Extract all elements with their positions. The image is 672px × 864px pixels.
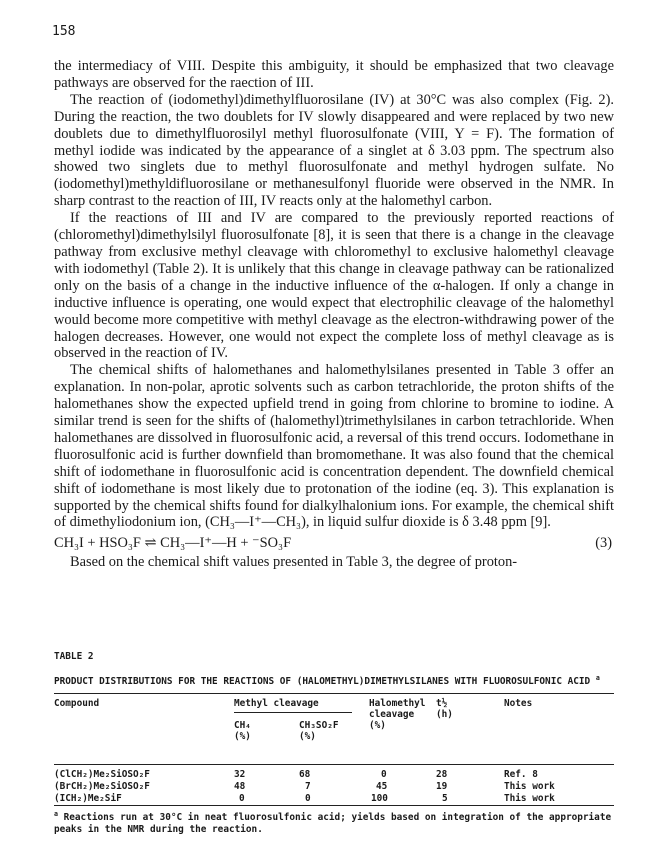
cell-compound: (ICH₂)Me₂SiF [54,793,122,804]
table-row [54,793,614,805]
table-caption-text: PRODUCT DISTRIBUTIONS FOR THE REACTIONS OF (HALOMETHYL)DIMETHYLSILANES WITH FLUOROSULFONIC ACID [54,676,591,687]
cell-ch3so2f: 68 [299,769,311,780]
table-header [54,694,614,764]
footnote-mark: a [54,809,58,818]
table-row [54,769,614,781]
header-halomethyl: Halomethyl [369,698,426,709]
paragraph-4: The chemical shifts of halomethanes and halomethylsilanes presented in Table 3 offer an explanation. In non-polar, aprotic solvents such as carbon tetrachloride, the proton shifts of the halomethanes show the expected upfield trend in going from chlorine to bromine to iodine. A similar trend is seen for the shifts of (halomethyl)trimethylsilanes in carbon tetrachloride. When halomethanes are dissolved in fluorosulfonic acid, a reversal of this trend occurs. Iodomethane in fluorosulfonic acid is further downfield than bromomethane. It was also found that the chemical shift of iodomethane in fluorosulfonic acid is concentration dependent. The downfield chemical shift of iodomethane is most likely due to protonation of the iodine (eq. 3). This explanation is supported by the chemical shifts found for dialkylhalonium ions. For example, the chemical shift of dimethyliodonium ion, (CH₃—I⁺—CH₃), in liquid sulfur dioxide is δ 3.48 ppm [9]. [54,362,614,531]
table-caption [54,673,614,687]
methyl-cleavage-rule [234,712,352,713]
equation-text: CH₃I + HSO₃F ⇌ CH₃—I⁺—H + ⁻SO₃F [54,535,292,552]
header-ch4-unit: (%) [234,731,251,742]
header-ch3so2f-unit: (%) [299,731,316,742]
equation-3 [54,535,614,552]
header-half-life-unit: (h) [436,709,453,720]
cell-ch4: 32 [234,769,246,780]
footnote-text: Reactions run at 30°C in neat fluorosulfonic acid; yields based on integration of the appropriate peaks in the NMR during the reaction. [54,812,612,835]
header-methyl-cleavage: Methyl cleavage [234,698,319,709]
cell-notes: This work [504,781,555,792]
cell-notes: This work [504,793,555,804]
header-half-life: t½ [436,698,448,709]
table-label: TABLE 2 [54,651,94,662]
table-row [54,781,614,793]
header-notes: Notes [504,698,533,709]
cell-ch3so2f: 0 [305,793,311,804]
cell-compound: (ClCH₂)Me₂SiOSO₂F [54,769,150,780]
cell-compound: (BrCH₂)Me₂SiOSO₂F [54,781,150,792]
header-halomethyl-unit: (%) [369,720,386,731]
paragraph-2: The reaction of (iodomethyl)dimethylfluorosilane (IV) at 30°C was also complex (Fig. 2). During the reaction, the two doublets for IV slowly disappeared and were replaced by two new doublets due to dimethylfluorosilyl methyl fluorosulfonate (VIII, Y = F). The formation of methyl iodide was indicated by the appearance of a singlet at δ 3.03 ppm. The spectrum also showed two singlets due to methyl fluorosulfonate and methyl hydrogen sulfate. No (iodomethyl)methyldifluorosilane or methanesulfonyl fluoride were observed in the NMR. In sharp contrast to the reaction of III, IV reacts only at the halomethyl carbon. [54,91,614,210]
page-number: 158 [52,24,76,39]
header-ch3so2f: CH₃SO₂F [299,720,339,731]
table-footnote [54,809,614,836]
paragraph-1: the intermediacy of VIII. Despite this ambiguity, it should be emphasized that two cleavage pathways are observed for the raection of III. [54,58,614,91]
cell-half-life: 5 [442,793,448,804]
header-compound: Compound [54,698,100,709]
header-halomethyl-2: cleavage [369,709,415,720]
paragraph-5: Based on the chemical shift values presented in Table 3, the degree of proton- [70,554,518,571]
header-ch4: CH₄ [234,720,251,731]
paragraph-3: If the reactions of III and IV are compared to the previously reported reactions of (chloromethyl)dimethylsilyl fluorosulfonate [8], it is seen that there is a change in the cleavage pathway from exclusive methyl cleavage with chloromethyl to exclusive halomethyl cleavage with iodomethyl (Table 2). It is unlikely that this change in cleavage pathway can be rationalized only on the basis of a change in the inductive influence of the α-halogen. If only a change in inductive influence is operating, one would expect that electrophilic cleavage of the halomethyl would become more competitive with methyl cleavage as the electron-withdrawing power of the halogen decreases. However, one would not expect the complete loss of methyl cleavage as is observed in the reaction of IV. [54,210,614,362]
cell-halomethyl: 100 [371,793,388,804]
cell-halomethyl: 45 [376,781,388,792]
cell-ch4: 48 [234,781,246,792]
equation-number: (3) [595,535,612,552]
body-text [54,58,614,571]
cell-ch3so2f: 7 [305,781,311,792]
cell-notes: Ref. 8 [504,769,538,780]
cell-half-life: 28 [436,769,448,780]
table-2 [54,651,614,836]
cell-ch4: 0 [239,793,245,804]
table-caption-mark: a [595,673,600,682]
cell-halomethyl: 0 [381,769,387,780]
cell-half-life: 19 [436,781,448,792]
table-bottom-rule [54,805,614,806]
